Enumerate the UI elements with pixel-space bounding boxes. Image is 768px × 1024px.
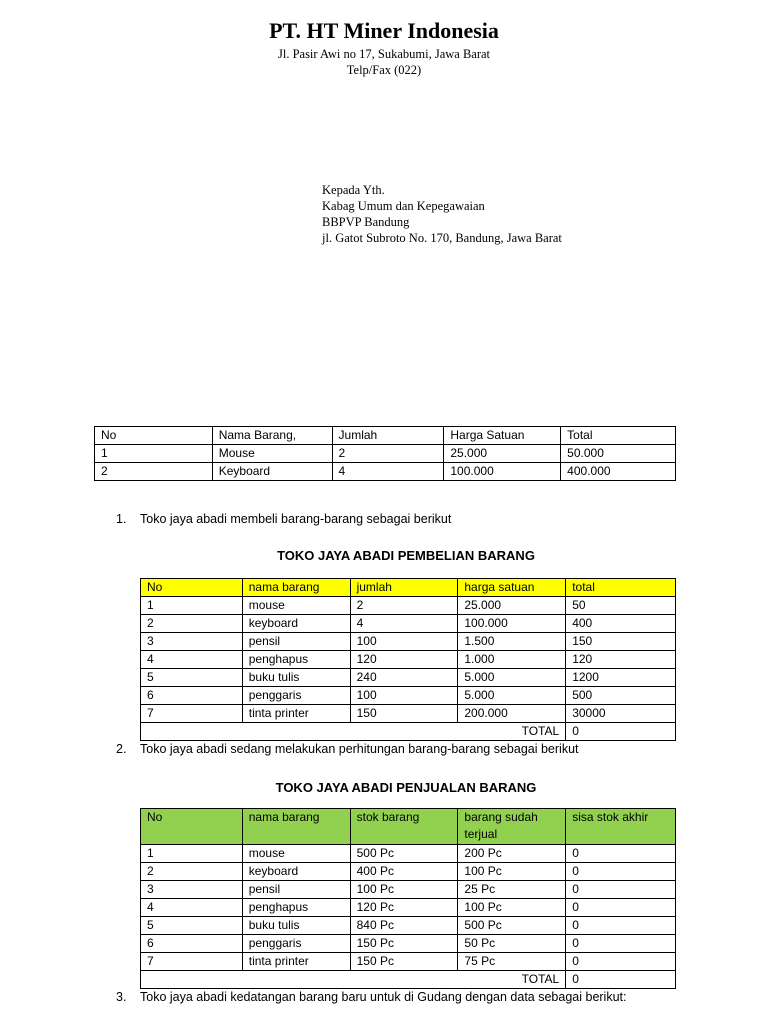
table-cell: keyboard: [242, 863, 350, 881]
total-row: [141, 723, 676, 741]
table-cell: 4: [141, 651, 243, 669]
sales-table: [140, 808, 676, 989]
recipient-line: Kepada Yth.: [322, 183, 385, 197]
table-cell: 150 Pc: [350, 935, 458, 953]
table-cell: 3: [141, 881, 243, 899]
table-cell: 0: [566, 863, 676, 881]
table-cell: 4: [141, 899, 243, 917]
table-cell: 100 Pc: [350, 881, 458, 899]
table-cell: tinta printer: [242, 705, 350, 723]
table-cell: 75 Pc: [458, 953, 566, 971]
table-cell: 100: [350, 687, 458, 705]
sales-title: TOKO JAYA ABADI PENJUALAN BARANG: [275, 780, 537, 795]
table-cell: tinta printer: [242, 953, 350, 971]
table-cell: 2: [332, 445, 444, 463]
recipient-line: BBPVP Bandung: [322, 215, 410, 229]
table-cell: 500 Pc: [350, 845, 458, 863]
table-cell: 150: [350, 705, 458, 723]
header-cell: nama barang: [242, 809, 350, 845]
table-cell: 7: [141, 705, 243, 723]
table-cell: 2: [95, 463, 213, 481]
table-cell: 100.000: [458, 615, 566, 633]
list-number: 1.: [116, 512, 127, 526]
total-value: 0: [566, 971, 676, 989]
table-cell: 240: [350, 669, 458, 687]
table-row: [141, 687, 676, 705]
list-item-2: [116, 742, 579, 756]
company-address: Jl. Pasir Awi no 17, Sukabumi, Jawa Barat: [277, 47, 491, 61]
table-cell: buku tulis: [242, 669, 350, 687]
total-row: [141, 971, 676, 989]
table-row: [141, 615, 676, 633]
table-cell: mouse: [242, 597, 350, 615]
table-cell: 2: [350, 597, 458, 615]
table-row: [141, 935, 676, 953]
list-text: Toko jaya abadi membeli barang-barang sebagai berikut: [140, 512, 452, 526]
table-cell: mouse: [242, 845, 350, 863]
table-cell: 100 Pc: [458, 863, 566, 881]
table-row: [141, 845, 676, 863]
table-row: [141, 881, 676, 899]
header-cell: total: [566, 579, 676, 597]
table-cell: 5: [141, 917, 243, 935]
header-cell: nama barang: [242, 579, 350, 597]
header-cell: jumlah: [350, 579, 458, 597]
list-text: Toko jaya abadi kedatangan barang baru untuk di Gudang dengan data sebagai berikut:: [140, 990, 627, 1004]
list-text: Toko jaya abadi sedang melakukan perhitungan barang-barang sebagai berikut: [140, 742, 579, 756]
company-phone: Telp/Fax (022): [346, 63, 422, 77]
table-cell: Keyboard: [212, 463, 332, 481]
table-cell: 25 Pc: [458, 881, 566, 899]
table-cell: 2: [141, 615, 243, 633]
table-cell: 100.000: [444, 463, 561, 481]
table-row: [141, 597, 676, 615]
table-cell: 100: [350, 633, 458, 651]
header-cell: barang sudah terjual: [458, 809, 566, 845]
table-cell: 0: [566, 845, 676, 863]
header-cell: stok barang: [350, 809, 458, 845]
table-cell: penggaris: [242, 935, 350, 953]
table-row: [95, 445, 676, 463]
table-cell: 3: [141, 633, 243, 651]
list-number: 3.: [116, 990, 127, 1004]
table-cell: 1: [141, 845, 243, 863]
table-cell: Mouse: [212, 445, 332, 463]
table-cell: 6: [141, 687, 243, 705]
table-cell: 150: [566, 633, 676, 651]
table-row: [141, 899, 676, 917]
purchase-table: [140, 578, 676, 741]
table-cell: 25.000: [444, 445, 561, 463]
table-cell: 400.000: [561, 463, 676, 481]
table-cell: 5.000: [458, 669, 566, 687]
total-label: TOTAL: [141, 971, 566, 989]
table-cell: 25.000: [458, 597, 566, 615]
table-cell: 0: [566, 935, 676, 953]
table-cell: 1: [95, 445, 213, 463]
header-cell: Total: [561, 427, 676, 445]
recipient-line: jl. Gatot Subroto No. 170, Bandung, Jawa Barat: [322, 231, 562, 245]
table-cell: 7: [141, 953, 243, 971]
table-row: [141, 953, 676, 971]
table-cell: 2: [141, 863, 243, 881]
table-cell: 4: [350, 615, 458, 633]
table-cell: 500: [566, 687, 676, 705]
table-cell: 6: [141, 935, 243, 953]
table-cell: 120: [566, 651, 676, 669]
table-cell: 50: [566, 597, 676, 615]
table-row: [141, 917, 676, 935]
table-row: [141, 633, 676, 651]
header-cell: No: [141, 579, 243, 597]
total-label: TOTAL: [141, 723, 566, 741]
table-cell: penghapus: [242, 651, 350, 669]
table-cell: keyboard: [242, 615, 350, 633]
header-cell: Nama Barang,: [212, 427, 332, 445]
table-cell: 50.000: [561, 445, 676, 463]
table-cell: 500 Pc: [458, 917, 566, 935]
table-cell: pensil: [242, 881, 350, 899]
table-cell: 150 Pc: [350, 953, 458, 971]
table-cell: 5.000: [458, 687, 566, 705]
table-cell: 840 Pc: [350, 917, 458, 935]
company-name: PT. HT Miner Indonesia: [269, 18, 499, 43]
table-cell: 0: [566, 953, 676, 971]
list-item-3: [116, 990, 626, 1004]
total-value: 0: [566, 723, 676, 741]
header-cell: No: [95, 427, 213, 445]
table-row: [141, 863, 676, 881]
table-cell: 0: [566, 899, 676, 917]
purchase-title: TOKO JAYA ABADI PEMBELIAN BARANG: [277, 548, 535, 563]
table-cell: 0: [566, 917, 676, 935]
table-header-row: [95, 427, 676, 445]
table-cell: penghapus: [242, 899, 350, 917]
table-cell: penggaris: [242, 687, 350, 705]
table-cell: 1200: [566, 669, 676, 687]
list-number: 2.: [116, 742, 127, 756]
header-cell: No: [141, 809, 243, 845]
header-cell: harga satuan: [458, 579, 566, 597]
table-cell: 400 Pc: [350, 863, 458, 881]
recipient-line: Kabag Umum dan Kepegawaian: [322, 199, 485, 213]
table-cell: 100 Pc: [458, 899, 566, 917]
header-cell: sisa stok akhir: [566, 809, 676, 845]
table-row: [141, 651, 676, 669]
table-cell: 0: [566, 881, 676, 899]
table-cell: 200.000: [458, 705, 566, 723]
table-cell: 200 Pc: [458, 845, 566, 863]
table-cell: 5: [141, 669, 243, 687]
table-cell: 4: [332, 463, 444, 481]
table-cell: 50 Pc: [458, 935, 566, 953]
order-table: [94, 426, 676, 481]
table-cell: pensil: [242, 633, 350, 651]
table-cell: 400: [566, 615, 676, 633]
table-row: [141, 669, 676, 687]
header-cell: Jumlah: [332, 427, 444, 445]
table-header-row: [141, 579, 676, 597]
header-cell: Harga Satuan: [444, 427, 561, 445]
table-header-row: [141, 809, 676, 845]
table-cell: 30000: [566, 705, 676, 723]
table-cell: 1: [141, 597, 243, 615]
table-cell: buku tulis: [242, 917, 350, 935]
table-row: [141, 705, 676, 723]
table-cell: 1.000: [458, 651, 566, 669]
table-cell: 120: [350, 651, 458, 669]
list-item-1: [116, 512, 451, 526]
table-cell: 1.500: [458, 633, 566, 651]
table-cell: 120 Pc: [350, 899, 458, 917]
table-row: [95, 463, 676, 481]
recipient-block: [322, 182, 562, 246]
